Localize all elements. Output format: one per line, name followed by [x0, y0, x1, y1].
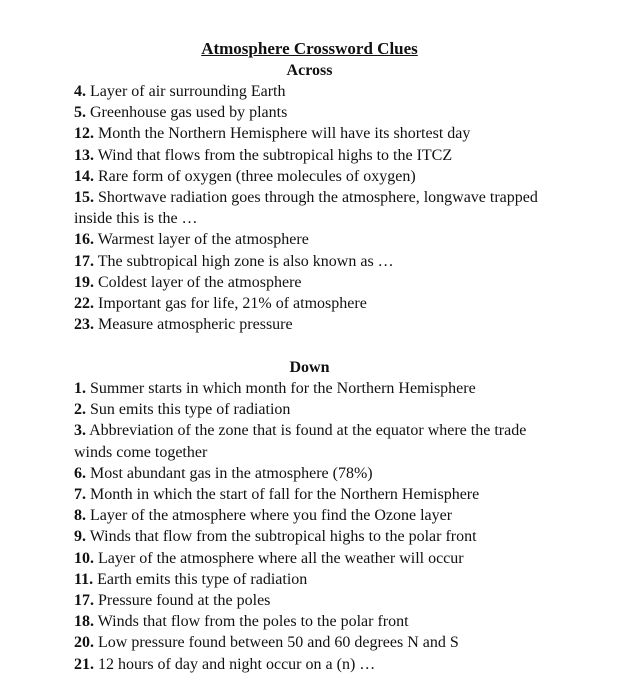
clue-number: 12.: [74, 125, 94, 143]
clue-text: Warmest layer of the atmosphere: [97, 231, 309, 249]
clue-text: Important gas for life, 21% of atmosphere: [98, 295, 367, 313]
clue-number: 13.: [74, 146, 94, 164]
clue-text: Winds that flow from the poles to the polar front: [97, 613, 409, 631]
across-clue: [74, 272, 554, 293]
clue-text: Month in which the start of fall for the Northern Hemisphere: [90, 486, 480, 504]
down-clue: [74, 399, 554, 420]
clue-number: 4.: [74, 83, 86, 100]
down-clue: [74, 463, 554, 484]
clue-number: 17.: [74, 592, 94, 610]
down-clue: [74, 484, 554, 505]
clue-text: Earth emits this type of radiation: [97, 570, 308, 588]
clue-number: 20.: [74, 634, 94, 652]
down-clue-list: [74, 378, 554, 675]
clue-text: Summer starts in which month for the Northern Hemisphere: [90, 380, 476, 397]
clue-number: 21.: [74, 655, 94, 673]
across-clue: [74, 293, 554, 314]
clue-number: 11.: [74, 570, 94, 588]
clue-text: Greenhouse gas used by plants: [90, 104, 288, 122]
clue-number: 22.: [74, 295, 94, 313]
down-clue: [74, 632, 554, 653]
clue-text: The subtropical high zone is also known as …: [97, 252, 394, 270]
down-clue: [74, 378, 554, 399]
page-title: Atmosphere Crossword Clues: [201, 39, 418, 58]
clue-text: Low pressure found between 50 and 60 degrees N and S: [98, 634, 459, 652]
clue-text: Rare form of oxygen (three molecules of oxygen): [98, 167, 416, 185]
across-clue: [74, 187, 554, 229]
clue-text: Layer of the atmosphere where you find the Ozone layer: [90, 507, 453, 525]
down-heading: Down: [289, 359, 330, 376]
down-clue: [74, 526, 554, 547]
clue-text: 12 hours of day and night occur on a (n) …: [98, 655, 376, 673]
across-clue: [74, 81, 554, 102]
clue-number: 17.: [74, 252, 94, 270]
clue-number: 7.: [74, 486, 86, 504]
clue-text: Coldest layer of the atmosphere: [98, 273, 302, 291]
clue-number: 8.: [74, 507, 86, 525]
clue-number: 15.: [74, 189, 94, 207]
clue-number: 16.: [74, 231, 94, 249]
clue-text: Measure atmospheric pressure: [98, 316, 293, 334]
clue-text: Month the Northern Hemisphere will have its shortest day: [98, 125, 471, 143]
clue-text: Layer of the atmosphere where all the weather will occur: [98, 549, 464, 567]
clue-number: 14.: [74, 167, 94, 185]
across-clue: [74, 229, 554, 250]
clue-number: 23.: [74, 316, 94, 334]
clue-text: Most abundant gas in the atmosphere (78%): [90, 464, 373, 482]
down-clue: [74, 569, 554, 590]
clue-text: Shortwave radiation goes through the atmosphere, longwave trapped inside this is the …: [74, 189, 538, 228]
clue-number: 2.: [74, 401, 86, 419]
across-clue: [74, 102, 554, 123]
clue-text: Abbreviation of the zone that is found at the equator where the trade winds come together: [74, 422, 527, 461]
across-clue-list: [74, 81, 554, 335]
clue-number: 19.: [74, 273, 94, 291]
across-clue: [74, 251, 554, 272]
down-clue: [74, 590, 554, 611]
clue-text: Wind that flows from the subtropical highs to the ITCZ: [97, 146, 453, 164]
across-heading: Across: [286, 62, 333, 79]
clue-number: 10.: [74, 549, 94, 567]
clue-text: Sun emits this type of radiation: [90, 401, 291, 419]
across-clue: [74, 166, 554, 187]
clue-number: 6.: [74, 464, 86, 482]
clue-number: 3.: [74, 422, 86, 440]
down-clue: [74, 611, 554, 632]
clue-number: 5.: [74, 104, 86, 122]
clue-number: 9.: [74, 528, 86, 546]
clue-text: Pressure found at the poles: [98, 592, 271, 610]
across-clue: [74, 145, 554, 166]
down-clue: [74, 505, 554, 526]
clue-number: 18.: [74, 613, 94, 631]
across-clue: [74, 314, 554, 335]
clue-text: Layer of air surrounding Earth: [90, 83, 286, 100]
clue-number: 1.: [74, 380, 86, 397]
clue-text: Winds that flow from the subtropical highs to the polar front: [89, 528, 477, 546]
across-clue: [74, 123, 554, 144]
down-clue: [74, 654, 554, 675]
down-clue: [74, 548, 554, 569]
down-clue: [74, 420, 554, 462]
